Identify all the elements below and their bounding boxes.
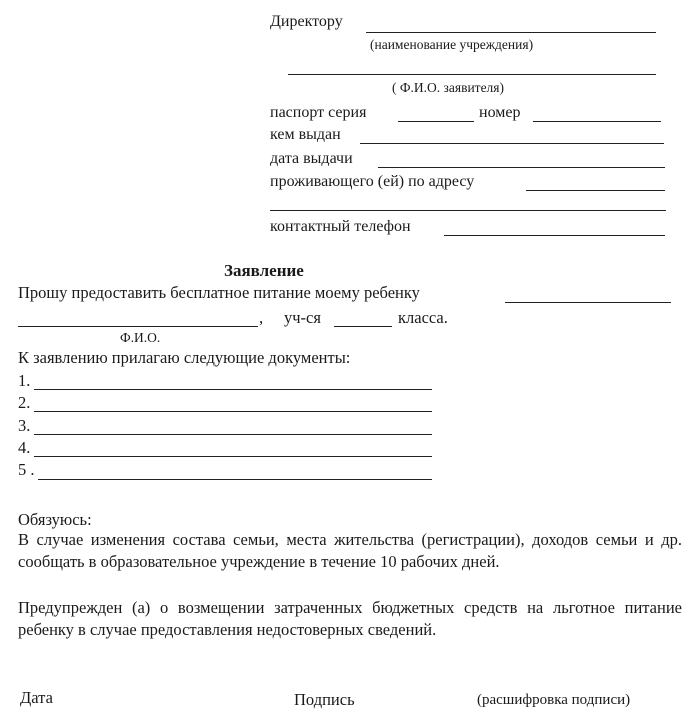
class-label: класса. [398, 308, 448, 327]
institution-caption: (наименование учреждения) [370, 37, 534, 52]
director-line [366, 32, 656, 33]
child-name-caption: Ф.И.О. [120, 330, 161, 345]
student-label: уч-ся [284, 308, 321, 327]
phone-line [444, 235, 665, 236]
obligations-paragraph-1: В случае изменения состава семьи, места жительства (регистрации), доходов семьи и др. сообщать в образовательное учреждение в течение 10 рабочих дней. [18, 530, 682, 571]
comma: , [259, 308, 264, 327]
date-label: Дата [20, 688, 53, 707]
child-name-line-2 [18, 326, 258, 327]
class-line [334, 326, 392, 327]
obligations-heading: Обязуюсь: [18, 510, 92, 529]
issued-by-line [360, 143, 664, 144]
documents-intro: К заявлению прилагаю следующие документы: [18, 348, 351, 367]
passport-number-label: номер [479, 104, 521, 121]
document-number: 1. [18, 371, 31, 390]
signature-decoding-label: (расшифровка подписи) [477, 692, 631, 708]
obligations-paragraph-2: Предупрежден (а) о возмещении затраченных бюджетных средств на льготное питание ребенку в случае предоставления недостоверных сведений. [18, 598, 682, 639]
passport-number-line [533, 121, 661, 122]
request-text: Прошу предоставить бесплатное питание моему ребенку [18, 283, 420, 302]
issue-date-line [378, 167, 665, 168]
applicant-caption: ( Ф.И.О. заявителя) [392, 80, 505, 95]
director-label: Директору [270, 13, 343, 30]
address-line-1 [526, 190, 665, 191]
signature-label: Подпись [294, 690, 355, 709]
child-name-line [505, 302, 671, 303]
passport-series-line [398, 121, 474, 122]
passport-series-label: паспорт серия [270, 104, 367, 121]
document-line [34, 411, 432, 412]
address-label: проживающего (ей) по адресу [270, 173, 475, 190]
issue-date-label: дата выдачи [270, 150, 353, 167]
document-number: 4. [18, 438, 31, 457]
issued-by-label: кем выдан [270, 126, 341, 143]
document-line [34, 434, 432, 435]
phone-label: контактный телефон [270, 218, 411, 235]
address-line-2 [270, 210, 666, 211]
document-number: 5 . [18, 460, 35, 479]
document-line [34, 389, 432, 390]
document-line [38, 479, 432, 480]
document-number: 3. [18, 416, 31, 435]
document-number: 2. [18, 393, 31, 412]
applicant-name-line [288, 74, 656, 75]
application-title: Заявление [224, 261, 304, 280]
document-line [34, 456, 432, 457]
